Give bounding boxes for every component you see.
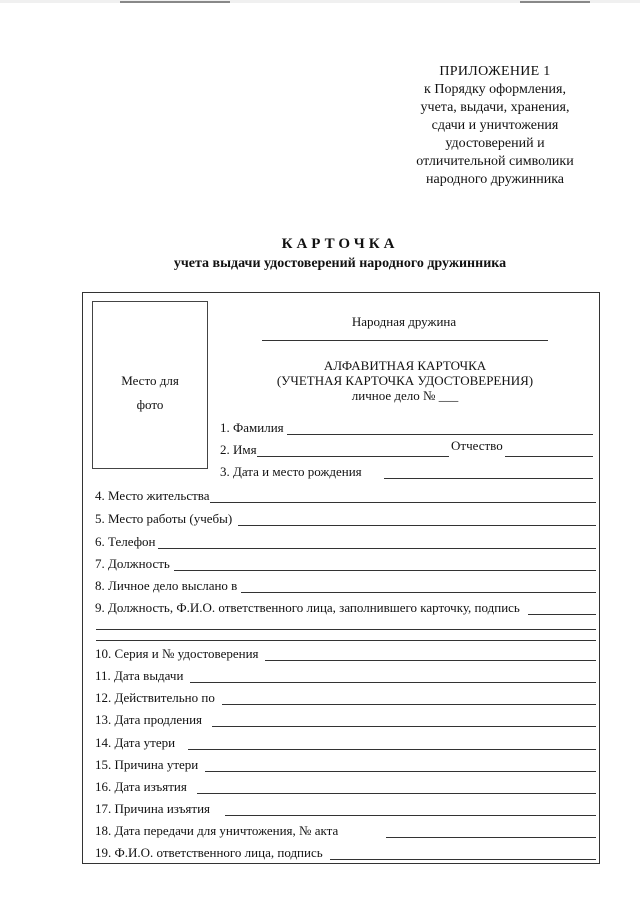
field-series: 10. Серия и № удостоверения (95, 646, 259, 661)
scan-mark (520, 1, 590, 3)
seizure-reason-line[interactable] (225, 815, 596, 816)
field-file-sent: 8. Личное дело выслано в (95, 578, 238, 593)
destruction-transfer-line[interactable] (386, 837, 596, 838)
photo-label (93, 369, 207, 417)
field-seizure-date: 16. Дата изъятия (95, 779, 187, 794)
field-valid-until: 12. Действительно по (95, 690, 215, 705)
photo-label-line1: Место для (121, 373, 179, 388)
first-name-line[interactable] (257, 456, 449, 457)
field-loss-reason: 15. Причина утери (95, 757, 199, 772)
alpha-card-heading (230, 358, 580, 403)
field-surname: 1. Фамилия (220, 420, 284, 435)
surname-line[interactable] (287, 434, 593, 435)
issue-date-line[interactable] (190, 682, 596, 683)
appendix-line: народного дружинника (425, 172, 564, 187)
druzhina-underline (262, 340, 548, 341)
field-phone: 6. Телефон (95, 534, 156, 549)
loss-date-line[interactable] (188, 749, 596, 750)
alpha-card-subtitle: (УЧЕТНАЯ КАРТОЧКА УДОСТОВЕРЕНИЯ) (276, 373, 534, 388)
appendix-line: учета, выдачи, хранения, (420, 100, 570, 115)
workplace-line[interactable] (238, 525, 596, 526)
field-extension-date: 13. Дата продления (95, 712, 203, 727)
appendix-line: сдачи и уничтожения (431, 118, 559, 133)
field-responsible-signature: 19. Ф.И.О. ответственного лица, подпись (95, 845, 323, 860)
series-line[interactable] (265, 660, 596, 661)
responsible-line[interactable] (528, 614, 596, 615)
responsible-signature-line[interactable] (330, 859, 596, 860)
position-line[interactable] (174, 570, 596, 571)
photo-label-line2: фото (136, 397, 164, 412)
residence-line[interactable] (210, 502, 596, 503)
field-birth: 3. Дата и место рождения (220, 464, 362, 479)
document-title: КАРТОЧКА (281, 236, 399, 252)
field-patronymic: Отчество (451, 438, 503, 453)
appendix-line: к Порядку оформления, (424, 82, 566, 97)
appendix-line: удостоверений и (445, 136, 545, 151)
scan-mark (120, 1, 230, 3)
phone-line[interactable] (158, 548, 596, 549)
extension-date-line[interactable] (212, 726, 596, 727)
personal-file-number: личное дело № ___ (351, 388, 459, 403)
valid-until-line[interactable] (222, 704, 596, 705)
responsible-line-2[interactable] (96, 629, 596, 630)
field-issue-date: 11. Дата выдачи (95, 668, 184, 683)
field-first-name: 2. Имя (220, 442, 257, 457)
appendix-block (380, 63, 610, 189)
field-position: 7. Должность (95, 556, 170, 571)
field-residence: 4. Место жительства (95, 488, 210, 503)
loss-reason-line[interactable] (205, 771, 596, 772)
document-subtitle: учета выдачи удостоверений народного дружинника (173, 256, 507, 271)
appendix-title: ПРИЛОЖЕНИЕ 1 (439, 64, 551, 79)
appendix-line: отличительной символики (416, 154, 574, 169)
seizure-date-line[interactable] (197, 793, 596, 794)
file-sent-line[interactable] (241, 592, 596, 593)
birth-line[interactable] (384, 478, 593, 479)
section-divider (96, 640, 596, 641)
field-responsible: 9. Должность, Ф.И.О. ответственного лица, заполнившего карточку, подпись (95, 600, 520, 615)
field-workplace: 5. Место работы (учебы) (95, 511, 233, 526)
photo-box (92, 301, 208, 469)
field-seizure-reason: 17. Причина изъятия (95, 801, 211, 816)
field-destruction-transfer: 18. Дата передачи для уничтожения, № акта (95, 823, 339, 838)
druzhina-label: Народная дружина (351, 314, 457, 329)
field-loss-date: 14. Дата утери (95, 735, 176, 750)
alpha-card-title: АЛФАВИТНАЯ КАРТОЧКА (323, 358, 487, 373)
patronymic-line[interactable] (505, 456, 593, 457)
